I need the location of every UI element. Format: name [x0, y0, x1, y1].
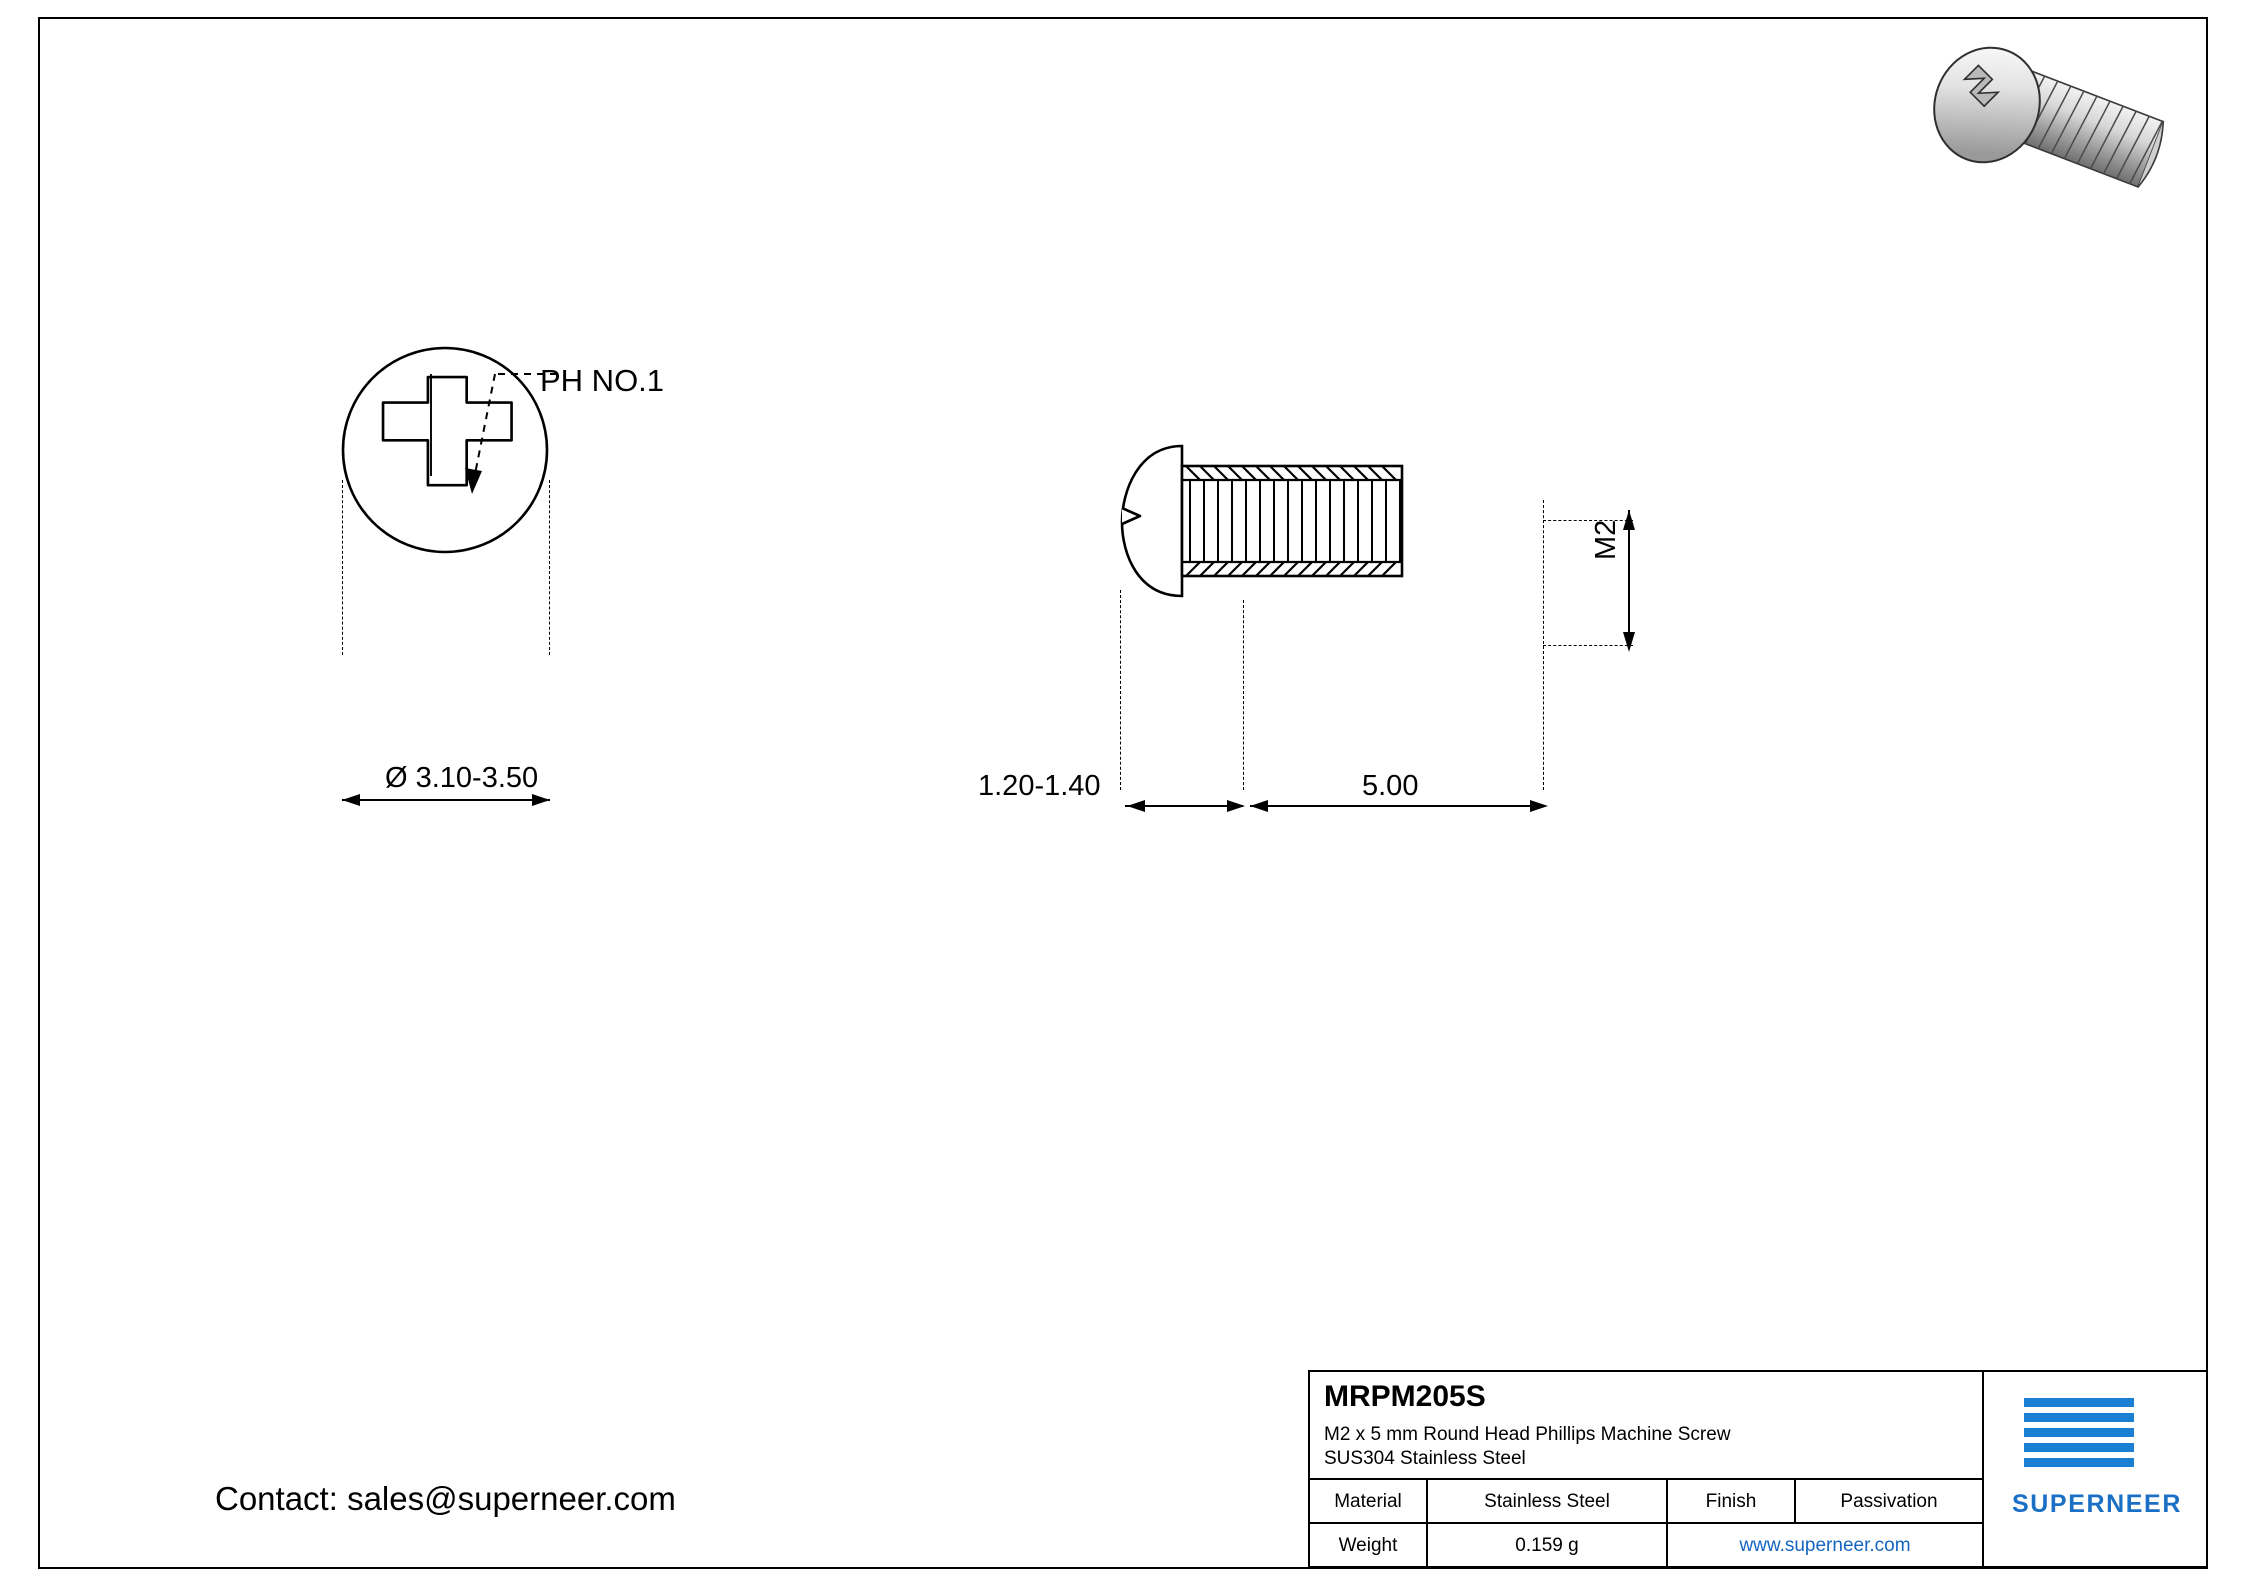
head-diameter-text: Ø 3.10-3.50	[385, 762, 539, 794]
weight-row	[1310, 1522, 1982, 1566]
brand-name: SUPERNEER	[2012, 1490, 2182, 1518]
screw-3d-render	[1915, 35, 2195, 230]
brand-logo	[1982, 1372, 2208, 1566]
thread-length-text: 5.00	[1362, 770, 1419, 802]
website-link[interactable]: www.superneer.com	[1739, 1535, 1911, 1556]
ph-callout-leader	[455, 362, 565, 502]
material-row	[1310, 1478, 1982, 1522]
logo-bars-icon	[2024, 1398, 2134, 1472]
ph-callout-label: PH NO.1	[540, 363, 665, 398]
title-block	[1308, 1370, 2208, 1568]
description-line-2: SUS304 Stainless Steel	[1324, 1448, 1526, 1469]
material-value: Stainless Steel	[1428, 1480, 1668, 1524]
screw-side-view	[1120, 430, 1540, 690]
head-dim-ext-right	[549, 480, 550, 655]
part-number: MRPM205S	[1324, 1380, 1486, 1413]
head-height-ext-left	[1120, 590, 1121, 790]
finish-value: Passivation	[1840, 1491, 1938, 1512]
contact-text: Contact: sales@superneer.com	[215, 1480, 676, 1517]
material-label: Material	[1310, 1480, 1428, 1524]
thread-size-text: M2	[1590, 519, 1622, 560]
title-block-info	[1310, 1372, 1982, 1566]
description-line-1: M2 x 5 mm Round Head Phillips Machine Screw	[1324, 1424, 1731, 1445]
head-dim-ext-left	[342, 480, 343, 655]
weight-value: 0.159 g	[1428, 1524, 1668, 1568]
weight-label: Weight	[1310, 1524, 1428, 1568]
head-height-text: 1.20-1.40	[978, 770, 1101, 802]
finish-label: Finish	[1668, 1480, 1796, 1524]
head-height-ext-right	[1243, 600, 1244, 790]
